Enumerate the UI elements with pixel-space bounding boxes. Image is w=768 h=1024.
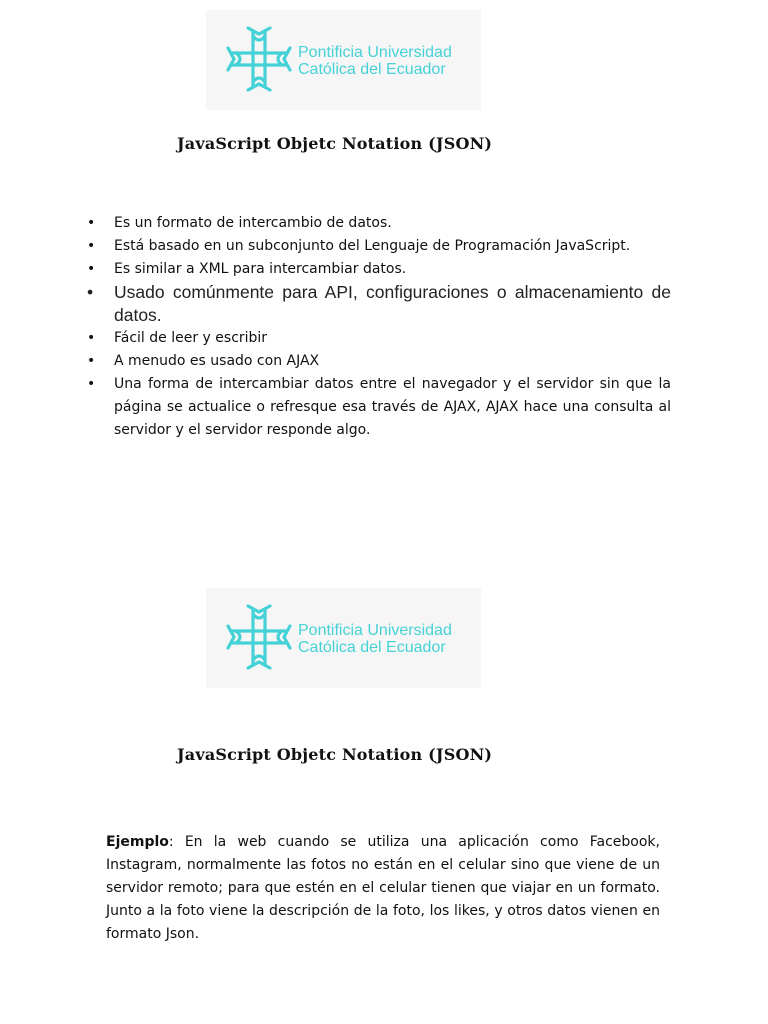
list-item-text: Una forma de intercambiar datos entre el navegador y el servidor sin que la página se actualice o refresque esa través de AJAX, AJAX hace una consulta al servidor y el servidor responde algo. xyxy=(114,376,671,438)
cross-emblem-icon xyxy=(226,26,292,92)
bullet-icon: • xyxy=(87,353,96,369)
logo-text-line1: Pontificia Universidad xyxy=(298,622,452,639)
example-label: Ejemplo xyxy=(106,834,169,850)
feature-bullet-list xyxy=(87,212,671,442)
logo-text-line1: Pontificia Universidad xyxy=(298,44,452,61)
bullet-icon: • xyxy=(87,330,96,346)
section-title: JavaScript Objetc Notation (JSON) xyxy=(177,745,493,764)
section-title: JavaScript Objetc Notation (JSON) xyxy=(177,134,493,153)
bullet-icon: • xyxy=(87,238,96,254)
list-item xyxy=(87,212,671,235)
university-logo xyxy=(206,10,481,110)
list-item-text: Está basado en un subconjunto del Lenguaje de Programación JavaScript. xyxy=(114,238,631,254)
bullet-icon: • xyxy=(87,215,96,231)
bullet-icon: • xyxy=(87,376,96,392)
list-item xyxy=(87,258,671,281)
list-item xyxy=(87,235,671,258)
logo-text-line2: Católica del Ecuador xyxy=(298,61,446,78)
list-item xyxy=(87,350,671,373)
list-item-text: A menudo es usado con AJAX xyxy=(114,353,320,369)
list-item-text: Es similar a XML para intercambiar datos. xyxy=(114,261,407,277)
example-text: : En la web cuando se utiliza una aplicación como Facebook, Instagram, normalmente las fotos no están en el celular sino que viene de un servidor remoto; para que estén en el celular tienen que viajar en un formato. Junto a la foto viene la descripción de la foto, los likes, y otros datos vienen en formato Json. xyxy=(106,834,660,942)
bullet-icon: • xyxy=(87,282,94,302)
example-paragraph xyxy=(106,831,660,946)
cross-emblem-icon xyxy=(226,604,292,670)
university-logo xyxy=(206,588,481,688)
list-item-text: Usado comúnmente para API, configuraciones o almacenamiento de datos. xyxy=(114,282,671,325)
list-item-text: Fácil de leer y escribir xyxy=(114,330,268,346)
logo-text-line2: Católica del Ecuador xyxy=(298,639,446,656)
list-item xyxy=(87,281,671,327)
list-item xyxy=(87,327,671,350)
list-item-text: Es un formato de intercambio de datos. xyxy=(114,215,392,231)
list-item xyxy=(87,373,671,442)
bullet-icon: • xyxy=(87,261,96,277)
